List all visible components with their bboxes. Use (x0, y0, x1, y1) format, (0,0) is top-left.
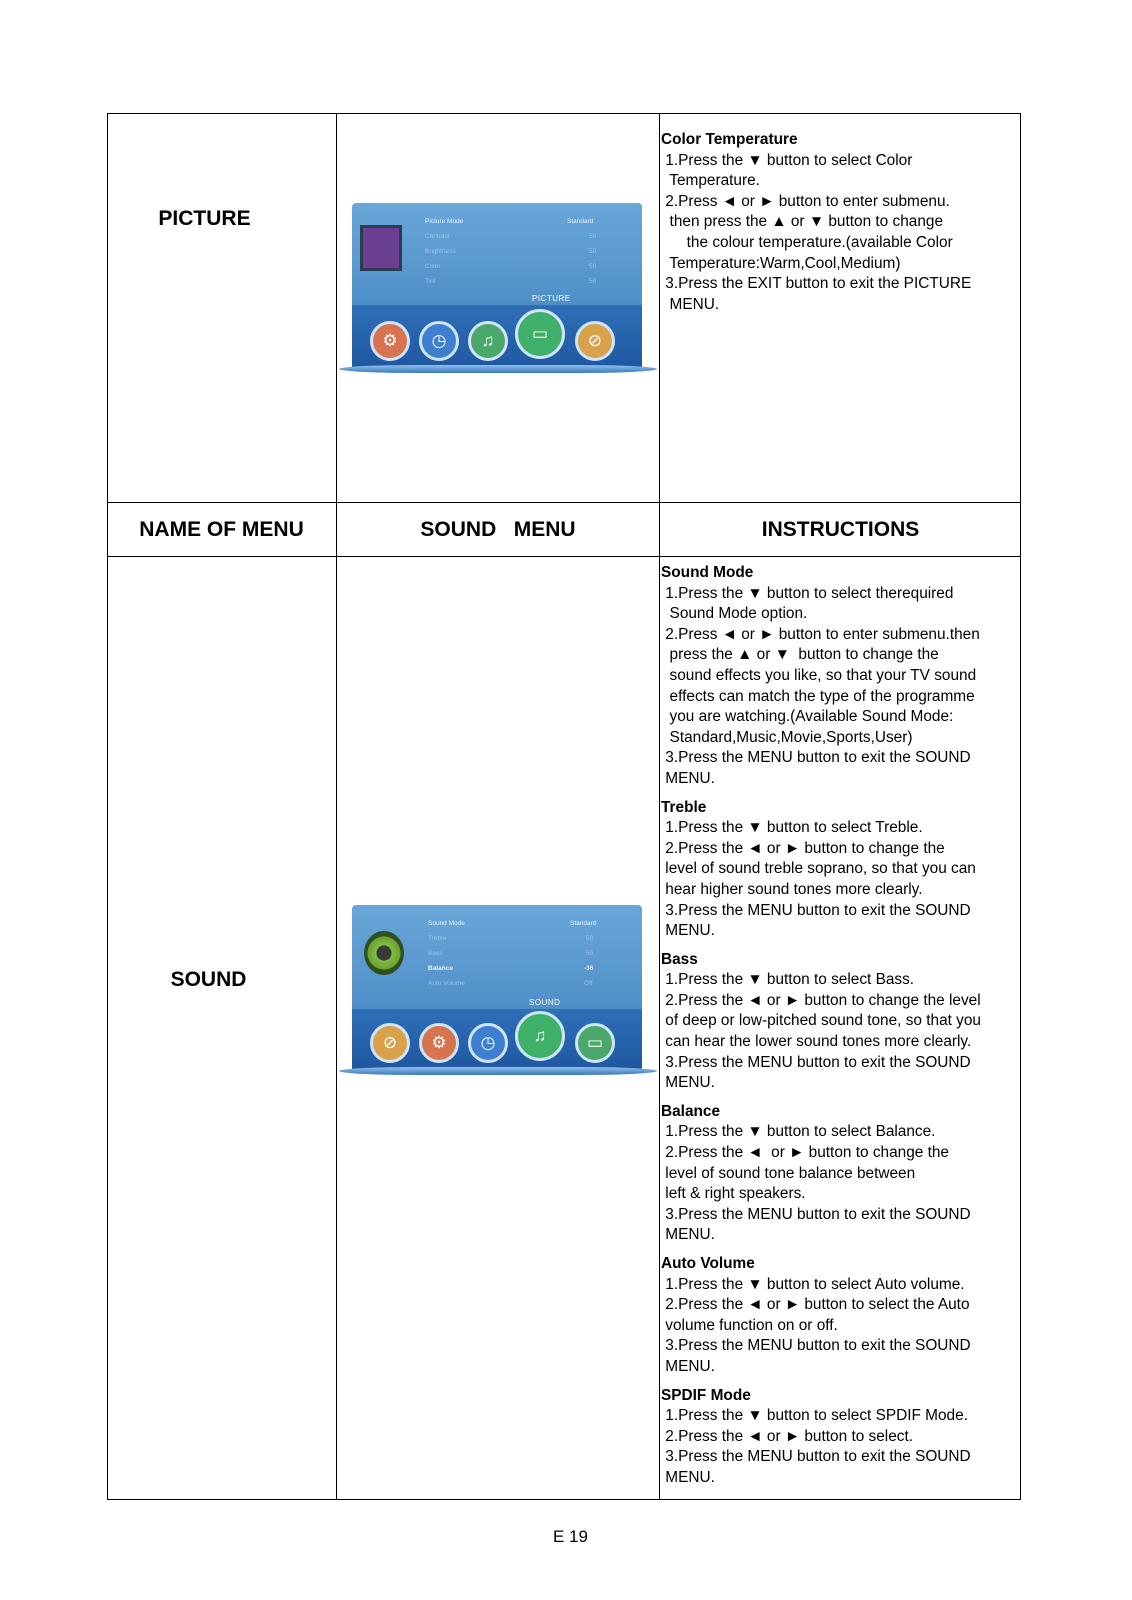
monitor-icon: ▭ (515, 309, 565, 359)
instruction-line: level of sound treble soprano, so that you can (661, 860, 976, 878)
instruction-line: 1.Press the ▼ button to select Bass. (661, 971, 915, 989)
instruction-line: volume function on or off. (661, 1316, 838, 1334)
sound-menu-name: SOUND (170, 968, 247, 991)
sound-instructions (661, 563, 1019, 1497)
tv-row-value: 50 (589, 233, 597, 240)
instruction-heading: Balance (661, 1102, 721, 1120)
instruction-line: left & right speakers. (661, 1185, 806, 1203)
instruction-block (661, 130, 1019, 315)
instruction-line: 1.Press the ▼ button to select SPDIF Mode. (661, 1407, 968, 1425)
clock-icon: ◷ (419, 321, 459, 361)
row-divider (107, 502, 1021, 503)
instruction-line: 1.Press the ▼ button to select Treble. (661, 819, 923, 837)
music-note-icon: ♫ (515, 1011, 565, 1061)
instruction-line: 3.Press the MENU button to exit the SOUND (661, 1205, 971, 1223)
instruction-line: 1.Press the ▼ button to select Auto volume. (661, 1275, 965, 1293)
instruction-block (661, 798, 1019, 942)
picture-thumbnail (360, 225, 402, 271)
tv-row-value: 50 (586, 935, 594, 942)
tv-row (428, 935, 608, 942)
instruction-line: of deep or low-pitched sound tone, so that you (661, 1012, 981, 1030)
lock-icon: ⊘ (370, 1023, 410, 1063)
instruction-line: 3.Press the MENU button to exit the SOUND (661, 901, 971, 919)
instruction-heading: SPDIF Mode (661, 1386, 751, 1404)
picture-menu-screenshot (339, 203, 657, 383)
tv-row-label: Auto Volume (428, 980, 465, 987)
tv-caption: PICTURE (532, 294, 571, 303)
tv-row (428, 920, 608, 927)
instruction-line: MENU. (661, 295, 720, 313)
picture-instructions (661, 130, 1019, 323)
instruction-line: press the ▲ or ▼ button to change the (661, 646, 939, 664)
instruction-list (661, 563, 1019, 1489)
instruction-heading: Bass (661, 950, 698, 968)
instruction-line: 3.Press the MENU button to exit the SOUND (661, 749, 971, 767)
instruction-line: you are watching.(Available Sound Mode: (661, 708, 954, 726)
instruction-line: 1.Press the ▼ button to select Color (661, 151, 913, 169)
instruction-block (661, 1102, 1019, 1246)
instruction-line: 3.Press the MENU button to exit the SOUND (661, 1337, 971, 1355)
instruction-block (661, 950, 1019, 1094)
instruction-line: Temperature:Warm,Cool,Medium) (661, 254, 901, 272)
speaker-icon (364, 931, 404, 975)
tv-row-label: Treble (428, 935, 447, 942)
instruction-block (661, 1386, 1019, 1489)
instruction-heading: Auto Volume (661, 1255, 755, 1272)
instruction-line: 3.Press the EXIT button to exit the PICTURE (661, 275, 972, 293)
header-name-of-menu: NAME OF MENU (139, 518, 304, 541)
page-number: E 19 (553, 1527, 588, 1546)
instruction-line: 2.Press the ◄ or ► button to select. (661, 1427, 914, 1445)
tv-row (425, 278, 605, 285)
tv-row (425, 248, 605, 255)
tv-shelf (339, 365, 657, 373)
instruction-line: 2.Press the ◄ or ► button to change the (661, 839, 945, 857)
header-instructions: INSTRUCTIONS (761, 518, 920, 541)
instruction-line: then press the ▲ or ▼ button to change (661, 213, 944, 231)
tv-row-value: 50 (586, 950, 594, 957)
tv-row-label: Balance (428, 965, 453, 972)
instruction-line: MENU. (661, 769, 715, 787)
instruction-line: 1.Press the ▼ button to select therequired (661, 584, 954, 602)
instruction-line: level of sound tone balance between (661, 1164, 916, 1182)
tv-row-value: Off (584, 980, 593, 987)
instruction-line: 1.Press the ▼ button to select Balance. (661, 1123, 936, 1141)
tv-row-value: -36 (584, 965, 594, 972)
instruction-line: 2.Press the ◄ or ► button to change the level (661, 991, 981, 1009)
instruction-line: Temperature. (661, 172, 760, 190)
instruction-line: hear higher sound tones more clearly. (661, 880, 923, 898)
instruction-heading: Treble (661, 798, 707, 816)
sound-menu-screenshot (339, 905, 657, 1085)
row-divider (107, 556, 1021, 557)
instruction-line: Sound Mode option. (661, 605, 808, 623)
music-note-icon: ♫ (468, 321, 508, 361)
tv-row-label: Bass (428, 950, 443, 957)
instruction-heading: Color Temperature (661, 131, 798, 148)
instruction-line: MENU. (661, 1074, 715, 1092)
tv-row (425, 233, 605, 240)
tv-row-label: Brightness (425, 248, 456, 255)
tv-row-label: Contrast (425, 233, 450, 240)
instruction-line: MENU. (661, 1226, 715, 1244)
instruction-heading: Sound Mode (661, 564, 754, 581)
instruction-list (661, 130, 1019, 315)
instruction-block (661, 1254, 1019, 1378)
tv-caption: SOUND (529, 998, 561, 1007)
tv-row-label: Picture Mode (425, 218, 464, 225)
tv-row (428, 980, 608, 987)
instruction-line: sound effects you like, so that your TV sound (661, 666, 977, 684)
instruction-line: effects can match the type of the programme (661, 687, 975, 705)
tv-row (425, 218, 605, 225)
tv-row-value: 50 (589, 263, 597, 270)
tv-row (425, 263, 605, 270)
instruction-line: MENU. (661, 922, 715, 940)
tv-row-label: Color (425, 263, 441, 270)
tv-row-value: Standard (567, 218, 594, 225)
header-sound-menu: SOUND MENU (420, 518, 576, 541)
tv-row-value: Standard (570, 920, 597, 927)
instruction-line: the colour temperature.(available Color (661, 233, 953, 251)
tv-shelf (339, 1067, 657, 1075)
picture-menu-name: PICTURE (158, 207, 251, 230)
instruction-line: 2.Press the ◄ or ► button to select the Auto (661, 1296, 970, 1314)
instruction-line: 2.Press the ◄ or ► button to change the (661, 1144, 949, 1162)
instruction-line: 3.Press the MENU button to exit the SOUND (661, 1448, 971, 1466)
tv-row (428, 965, 608, 972)
instruction-line: MENU. (661, 1468, 715, 1486)
tv-row-label: Sound Mode (428, 920, 465, 927)
column-divider (336, 113, 337, 1500)
instruction-line: 3.Press the MENU button to exit the SOUND (661, 1053, 971, 1071)
instruction-line: 2.Press ◄ or ► button to enter submenu.then (661, 625, 980, 643)
instruction-line: Standard,Music,Movie,Sports,User) (661, 728, 913, 746)
tv-row-value: 50 (589, 248, 597, 255)
settings-gear-icon: ⚙ (419, 1023, 459, 1063)
settings-gear-icon: ⚙ (370, 321, 410, 361)
tv-row-value: 50 (589, 278, 597, 285)
column-divider (659, 113, 660, 1500)
tv-row-label: Tint (425, 278, 436, 285)
tv-row (428, 950, 608, 957)
monitor-icon: ▭ (575, 1023, 615, 1063)
instruction-line: 2.Press ◄ or ► button to enter submenu. (661, 192, 950, 210)
clock-icon: ◷ (468, 1023, 508, 1063)
lock-icon: ⊘ (575, 321, 615, 361)
instruction-block (661, 563, 1019, 790)
instruction-line: can hear the lower sound tones more clearly. (661, 1033, 972, 1051)
instruction-line: MENU. (661, 1357, 715, 1375)
